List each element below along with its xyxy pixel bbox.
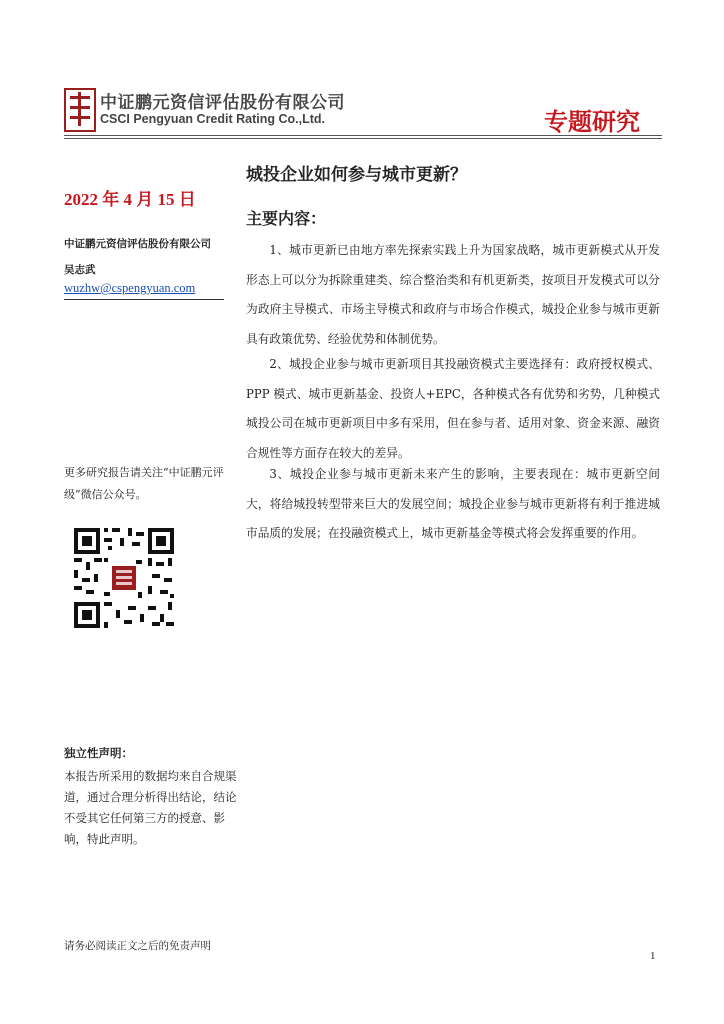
disclaimer-note: 请务必阅读正文之后的免责声明 <box>64 940 211 952</box>
page-number: 1 <box>650 950 656 962</box>
summary-paragraph-3: 3、城投企业参与城市更新未来产生的影响，主要表现在：城市更新空间大，将给城投转型带来巨大的发展空间；城投企业参与城市更新将有利于推进城市品质的发展；在投融资模式上，城市更新基金等模式将会发挥重要的作用。 <box>246 467 660 540</box>
report-date: 2022 年 4 月 15 日 <box>64 190 196 209</box>
header-divider-secondary <box>64 138 662 139</box>
independence-declaration-title: 独立性声明： <box>64 746 133 760</box>
summary-paragraph-2: 2、城投企业参与城市更新项目其投融资模式主要选择有：政府授权模式、PPP 模式、城市更新基金、投资人+EPC，各种模式各有优势和劣势，几种模式城投公司在城市更新项目中多有采用，但在参与者、适用对象、资金来源、融资合规性等方面存在较大的差异。 <box>246 357 660 460</box>
company-logo <box>64 88 96 132</box>
summary-heading: 主要内容： <box>246 209 327 228</box>
report-type-label: 专题研究 <box>544 107 640 136</box>
wechat-qr-code <box>72 526 176 630</box>
summary-paragraph-1: 1、城市更新已由地方率先探索实践上升为国家战略，城市更新模式从开发形态上可以分为拆除重建类、综合整治类和有机更新类，按项目开发模式可以分为政府主导模式、市场主导模式和政府与市场合作模式，城投企业参与城市更新具有政策优势、经验优势和体制优势。 <box>246 243 660 346</box>
follow-wechat-text: 更多研究报告请关注“中证鹏元评级”微信公众号。 <box>64 466 224 501</box>
author-organization: 中证鹏元资信评估股份有限公司 <box>64 238 211 250</box>
independence-declaration-text: 本报告所采用的数据均来自合规渠道，通过合理分析得出结论，结论不受其它任何第三方的授意、影响，特此声明。 <box>64 769 237 846</box>
company-name-en: CSCI Pengyuan Credit Rating Co.,Ltd. <box>100 112 326 126</box>
report-title: 城投企业如何参与城市更新？ <box>246 165 467 185</box>
sidebar-divider <box>64 299 224 300</box>
author-name: 吴志武 <box>64 264 96 276</box>
author-email-link[interactable]: wuzhw@cspengyuan.com <box>64 281 196 295</box>
company-name-cn: 中证鹏元资信评估股份有限公司 <box>100 93 345 113</box>
header-divider <box>64 135 662 136</box>
